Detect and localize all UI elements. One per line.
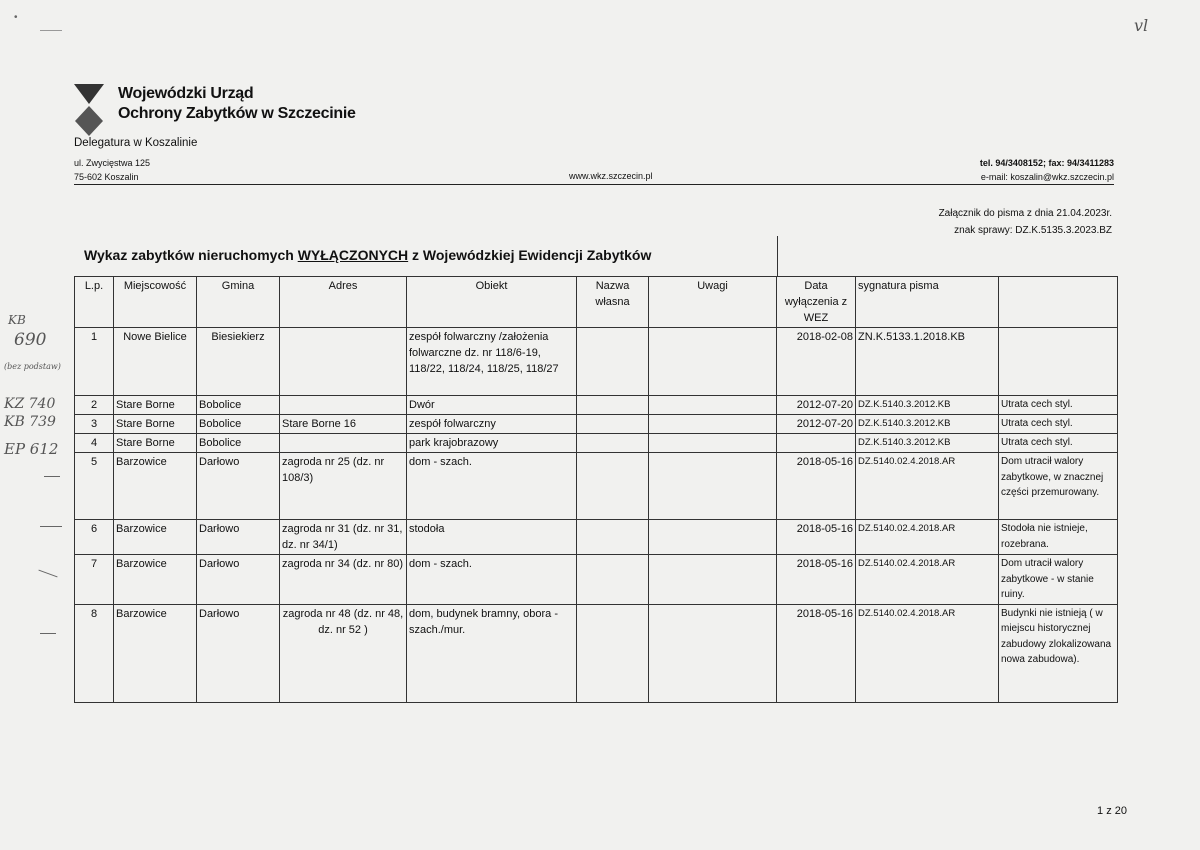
cell-obiekt: zespół folwarczny /założenia folwarczne dz. nr 118/6-19, 118/22, 118/24, 118/25, 118/27 bbox=[407, 328, 577, 396]
header-obiekt: Obiekt bbox=[407, 277, 577, 328]
cell-sygnatura: DZ.K.5140.3.2012.KB bbox=[856, 434, 999, 453]
cell-lp: 2 bbox=[75, 396, 114, 415]
cell-miejscowosc: Barzowice bbox=[114, 453, 197, 520]
cell-miejscowosc: Stare Borne bbox=[114, 396, 197, 415]
handwritten-dash bbox=[40, 526, 62, 527]
cell-obiekt: dom - szach. bbox=[407, 555, 577, 605]
handwritten-note: KZ 740 bbox=[4, 396, 56, 412]
cell-lp: 8 bbox=[75, 604, 114, 702]
cell-uwagi bbox=[649, 396, 777, 415]
cell-nazwa bbox=[577, 604, 649, 702]
cell-note bbox=[999, 328, 1118, 396]
office-name bbox=[118, 84, 356, 124]
cell-obiekt: Dwór bbox=[407, 396, 577, 415]
cell-uwagi bbox=[649, 453, 777, 520]
cell-note: Dom utracił walory zabytkowe, w znacznej części przemurowany. bbox=[999, 453, 1118, 520]
cell-obiekt: stodoła bbox=[407, 520, 577, 555]
delegatura: Delegatura w Koszalinie bbox=[74, 137, 198, 149]
page-number: 1 z 20 bbox=[1097, 805, 1127, 817]
table-row bbox=[75, 328, 1118, 396]
scan-speck: • bbox=[14, 12, 18, 23]
cell-gmina: Darłowo bbox=[197, 453, 280, 520]
header-adres: Adres bbox=[280, 277, 407, 328]
office-logo-icon bbox=[74, 84, 104, 136]
cell-data: 2018-05-16 bbox=[777, 520, 856, 555]
header-lp: L.p. bbox=[75, 277, 114, 328]
header-nazwa: Nazwa własna bbox=[577, 277, 649, 328]
table-row bbox=[75, 453, 1118, 520]
cell-note: Stodoła nie istnieje, rozebrana. bbox=[999, 520, 1118, 555]
cell-miejscowosc: Stare Borne bbox=[114, 415, 197, 434]
cell-miejscowosc: Barzowice bbox=[114, 604, 197, 702]
cell-lp: 5 bbox=[75, 453, 114, 520]
cell-adres bbox=[280, 396, 407, 415]
handwritten-dash bbox=[38, 570, 57, 578]
cell-uwagi bbox=[649, 555, 777, 605]
cell-data: 2018-05-16 bbox=[777, 453, 856, 520]
table-row bbox=[75, 434, 1118, 453]
cell-note: Dom utracił walory zabytkowe - w stanie ruiny. bbox=[999, 555, 1118, 605]
attachment-date: Załącznik do pisma z dnia 21.04.2023r. bbox=[938, 208, 1112, 219]
cell-obiekt: dom - szach. bbox=[407, 453, 577, 520]
cell-uwagi bbox=[649, 415, 777, 434]
cell-lp: 3 bbox=[75, 415, 114, 434]
cell-note: Utrata cech styl. bbox=[999, 434, 1118, 453]
office-name-line2: Ochrony Zabytków w Szczecinie bbox=[118, 105, 356, 122]
cell-adres: Stare Borne 16 bbox=[280, 415, 407, 434]
cell-sygnatura: DZ.K.5140.3.2012.KB bbox=[856, 396, 999, 415]
cell-data: 2018-02-08 bbox=[777, 328, 856, 396]
cell-nazwa bbox=[577, 520, 649, 555]
header-data: Data wyłączenia z WEZ bbox=[777, 277, 856, 328]
cell-adres: zagroda nr 25 (dz. nr 108/3) bbox=[280, 453, 407, 520]
header-miejscowosc: Miejscowość bbox=[114, 277, 197, 328]
cell-adres: zagroda nr 31 (dz. nr 31, dz. nr 34/1) bbox=[280, 520, 407, 555]
handwritten-initials: vl bbox=[1134, 16, 1149, 35]
cell-lp: 7 bbox=[75, 555, 114, 605]
cell-data: 2018-05-16 bbox=[777, 555, 856, 605]
cell-lp: 1 bbox=[75, 328, 114, 396]
cell-sygnatura: DZ.K.5140.3.2012.KB bbox=[856, 415, 999, 434]
handwritten-note: (bez podstaw) bbox=[4, 362, 61, 371]
cell-nazwa bbox=[577, 396, 649, 415]
cell-uwagi bbox=[649, 520, 777, 555]
handwritten-note: 690 bbox=[14, 330, 47, 350]
cell-uwagi bbox=[649, 328, 777, 396]
cell-gmina: Bobolice bbox=[197, 415, 280, 434]
cell-note: Budynki nie istnieją ( w miejscu historycznej zabudowy zlokalizowana nowa zabudowa). bbox=[999, 604, 1118, 702]
header-sygnatura: sygnatura pisma bbox=[856, 277, 999, 328]
handwritten-note: EP 612 bbox=[4, 440, 59, 458]
office-address bbox=[74, 156, 150, 184]
cell-obiekt: park krajobrazowy bbox=[407, 434, 577, 453]
header-uwagi: Uwagi bbox=[649, 277, 777, 328]
handwritten-dash bbox=[40, 633, 56, 634]
title-part2: z Wojewódzkiej Ewidencji Zabytków bbox=[408, 247, 652, 263]
address-city: 75-602 Koszalin bbox=[74, 172, 139, 182]
email: e-mail: koszalin@wkz.szczecin.pl bbox=[980, 172, 1114, 182]
cell-miejscowosc: Barzowice bbox=[114, 520, 197, 555]
handwritten-note: KB 739 bbox=[4, 414, 56, 430]
cell-note: Utrata cech styl. bbox=[999, 415, 1118, 434]
table-row bbox=[75, 520, 1118, 555]
cell-uwagi bbox=[649, 604, 777, 702]
cell-miejscowosc: Barzowice bbox=[114, 555, 197, 605]
header-gmina: Gmina bbox=[197, 277, 280, 328]
cell-sygnatura: ZN.K.5133.1.2018.KB bbox=[856, 328, 999, 396]
cell-lp: 4 bbox=[75, 434, 114, 453]
cell-nazwa bbox=[577, 415, 649, 434]
cell-sygnatura: DZ.5140.02.4.2018.AR bbox=[856, 453, 999, 520]
cell-lp: 6 bbox=[75, 520, 114, 555]
cell-uwagi bbox=[649, 434, 777, 453]
cell-sygnatura: DZ.5140.02.4.2018.AR bbox=[856, 555, 999, 605]
cell-obiekt: dom, budynek bramny, obora - szach./mur. bbox=[407, 604, 577, 702]
document-title bbox=[84, 247, 651, 263]
cell-sygnatura: DZ.5140.02.4.2018.AR bbox=[856, 604, 999, 702]
phone-fax: tel. 94/3408152; fax: 94/3411283 bbox=[979, 158, 1114, 168]
title-part1: Wykaz zabytków nieruchomych bbox=[84, 247, 298, 263]
case-number: znak sprawy: DZ.K.5135.3.2023.BZ bbox=[954, 225, 1112, 236]
cell-data: 2012-07-20 bbox=[777, 415, 856, 434]
cell-miejscowosc: Stare Borne bbox=[114, 434, 197, 453]
scan-mark bbox=[40, 30, 62, 31]
table-header-row bbox=[75, 277, 1118, 328]
cell-nazwa bbox=[577, 453, 649, 520]
table-row bbox=[75, 555, 1118, 605]
cell-nazwa bbox=[577, 328, 649, 396]
monuments-table bbox=[74, 276, 1118, 703]
table-row bbox=[75, 415, 1118, 434]
divider-line bbox=[777, 236, 778, 276]
title-underlined: WYŁĄCZONYCH bbox=[297, 247, 409, 263]
office-name-line1: Wojewódzki Urząd bbox=[118, 85, 254, 102]
cell-gmina: Biesiekierz bbox=[197, 328, 280, 396]
attachment-info bbox=[939, 205, 1112, 239]
cell-gmina: Bobolice bbox=[197, 434, 280, 453]
cell-obiekt: zespół folwarczny bbox=[407, 415, 577, 434]
cell-gmina: Darłowo bbox=[197, 520, 280, 555]
cell-adres bbox=[280, 434, 407, 453]
cell-miejscowosc: Nowe Bielice bbox=[114, 328, 197, 396]
cell-data: 2018-05-16 bbox=[777, 604, 856, 702]
address-street: ul. Zwycięstwa 125 bbox=[74, 158, 151, 168]
cell-gmina: Bobolice bbox=[197, 396, 280, 415]
cell-adres: zagroda nr 34 (dz. nr 80) bbox=[280, 555, 407, 605]
cell-gmina: Darłowo bbox=[197, 604, 280, 702]
cell-data: 2012-07-20 bbox=[777, 396, 856, 415]
handwritten-note: KB bbox=[8, 313, 26, 327]
cell-adres bbox=[280, 328, 407, 396]
website: www.wkz.szczecin.pl bbox=[569, 171, 653, 181]
handwritten-dash bbox=[44, 476, 60, 477]
cell-nazwa bbox=[577, 555, 649, 605]
cell-sygnatura: DZ.5140.02.4.2018.AR bbox=[856, 520, 999, 555]
cell-note: Utrata cech styl. bbox=[999, 396, 1118, 415]
cell-adres: zagroda nr 48 (dz. nr 48, dz. nr 52 ) bbox=[280, 604, 407, 702]
cell-gmina: Darłowo bbox=[197, 555, 280, 605]
table-row bbox=[75, 604, 1118, 702]
header-divider bbox=[74, 184, 1114, 185]
header-extra bbox=[999, 277, 1118, 328]
cell-data bbox=[777, 434, 856, 453]
cell-nazwa bbox=[577, 434, 649, 453]
contact-info bbox=[980, 156, 1114, 184]
table-row bbox=[75, 396, 1118, 415]
